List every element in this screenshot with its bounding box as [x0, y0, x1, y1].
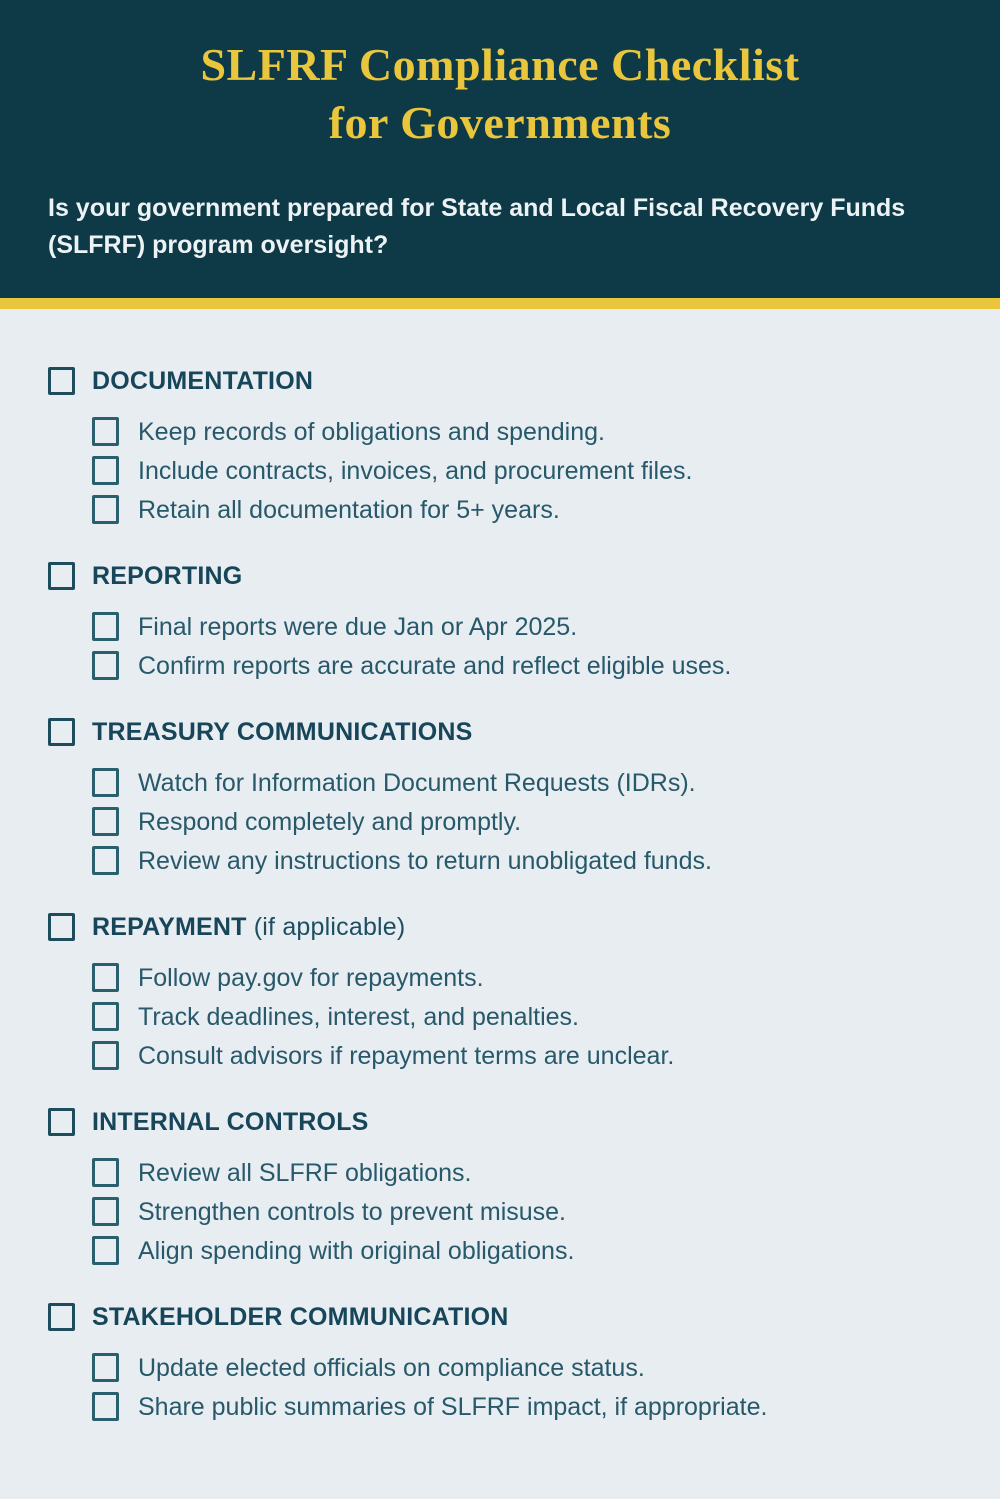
item-label: Follow pay.gov for repayments. [138, 963, 484, 992]
checklist-section [48, 913, 952, 1071]
item-label: Keep records of obligations and spending. [138, 417, 605, 446]
item-checkbox[interactable] [92, 612, 119, 641]
checklist-section [48, 562, 952, 681]
item-checkbox[interactable] [92, 963, 119, 992]
checklist-item [48, 417, 952, 447]
checklist-item [48, 1353, 952, 1383]
checklist-section [48, 1303, 952, 1422]
section-title [92, 1303, 509, 1332]
item-label: Retain all documentation for 5+ years. [138, 495, 560, 524]
checklist-item [48, 456, 952, 486]
section-title-text: INTERNAL CONTROLS [92, 1107, 369, 1136]
section-checkbox[interactable] [48, 718, 75, 746]
checklist-item [48, 612, 952, 642]
item-label: Confirm reports are accurate and reflect eligible uses. [138, 651, 732, 680]
checklist-item [48, 963, 952, 993]
item-checkbox[interactable] [92, 1158, 119, 1187]
section-title-text: REPAYMENT [92, 912, 247, 941]
item-label: Respond completely and promptly. [138, 807, 522, 836]
gold-divider [0, 298, 1000, 309]
item-label: Include contracts, invoices, and procurement files. [138, 456, 693, 485]
section-header [48, 718, 952, 747]
checklist-item [48, 1041, 952, 1071]
section-items [48, 963, 952, 1071]
item-checkbox[interactable] [92, 1392, 119, 1421]
section-title-text: REPORTING [92, 561, 243, 590]
item-checkbox[interactable] [92, 807, 119, 836]
checklist-item [48, 846, 952, 876]
section-items [48, 1353, 952, 1422]
section-title [92, 1108, 369, 1137]
item-checkbox[interactable] [92, 1236, 119, 1265]
checklist-item [48, 1197, 952, 1227]
checklist [0, 309, 1000, 1422]
item-label: Review all SLFRF obligations. [138, 1158, 472, 1187]
page-title [48, 36, 952, 152]
checklist-item [48, 807, 952, 837]
section-checkbox[interactable] [48, 913, 75, 941]
section-items [48, 612, 952, 681]
section-header [48, 1303, 952, 1332]
section-title-text: TREASURY COMMUNICATIONS [92, 717, 473, 746]
item-label: Share public summaries of SLFRF impact, if appropriate. [138, 1392, 768, 1421]
item-label: Strengthen controls to prevent misuse. [138, 1197, 567, 1226]
item-label: Align spending with original obligations. [138, 1236, 575, 1265]
item-checkbox[interactable] [92, 456, 119, 485]
item-checkbox[interactable] [92, 495, 119, 524]
subtitle: Is your government prepared for State and Local Fiscal Recovery Funds (SLFRF) program oversight? [48, 193, 906, 259]
section-title [92, 562, 242, 591]
section-checkbox[interactable] [48, 1303, 75, 1331]
checklist-item [48, 1236, 952, 1266]
item-checkbox[interactable] [92, 651, 119, 680]
item-label: Consult advisors if repayment terms are unclear. [138, 1041, 675, 1070]
section-header [48, 367, 952, 396]
section-title-suffix: (if applicable) [246, 912, 406, 941]
checklist-item [48, 1158, 952, 1188]
item-checkbox[interactable] [92, 768, 119, 797]
section-title [92, 367, 313, 396]
item-checkbox[interactable] [92, 846, 119, 875]
section-title [92, 718, 473, 747]
checklist-item [48, 495, 952, 525]
section-checkbox[interactable] [48, 562, 75, 590]
header [0, 0, 1000, 298]
section-title-text: DOCUMENTATION [92, 366, 314, 395]
item-label: Update elected officials on compliance status. [138, 1353, 645, 1382]
section-title [92, 913, 405, 942]
checklist-item [48, 1002, 952, 1032]
checklist-section [48, 367, 952, 525]
page-title-line2: for Governments [328, 96, 672, 148]
section-items [48, 417, 952, 525]
item-checkbox[interactable] [92, 1353, 119, 1382]
section-header [48, 913, 952, 942]
item-label: Review any instructions to return unobligated funds. [138, 846, 712, 875]
section-items [48, 1158, 952, 1266]
checklist-item [48, 768, 952, 798]
item-checkbox[interactable] [92, 1197, 119, 1226]
section-header [48, 1108, 952, 1137]
item-checkbox[interactable] [92, 417, 119, 446]
item-label: Final reports were due Jan or Apr 2025. [138, 612, 578, 641]
section-header [48, 562, 952, 591]
section-checkbox[interactable] [48, 367, 75, 395]
checklist-section [48, 1108, 952, 1266]
item-label: Watch for Information Document Requests (IDRs). [138, 768, 696, 797]
item-label: Track deadlines, interest, and penalties. [138, 1002, 579, 1031]
checklist-section [48, 718, 952, 876]
section-checkbox[interactable] [48, 1108, 75, 1136]
item-checkbox[interactable] [92, 1041, 119, 1070]
checklist-item [48, 651, 952, 681]
page-title-line1: SLFRF Compliance Checklist [200, 39, 800, 90]
section-title-text: STAKEHOLDER COMMUNICATION [92, 1302, 509, 1331]
section-items [48, 768, 952, 876]
item-checkbox[interactable] [92, 1002, 119, 1031]
checklist-item [48, 1392, 952, 1422]
